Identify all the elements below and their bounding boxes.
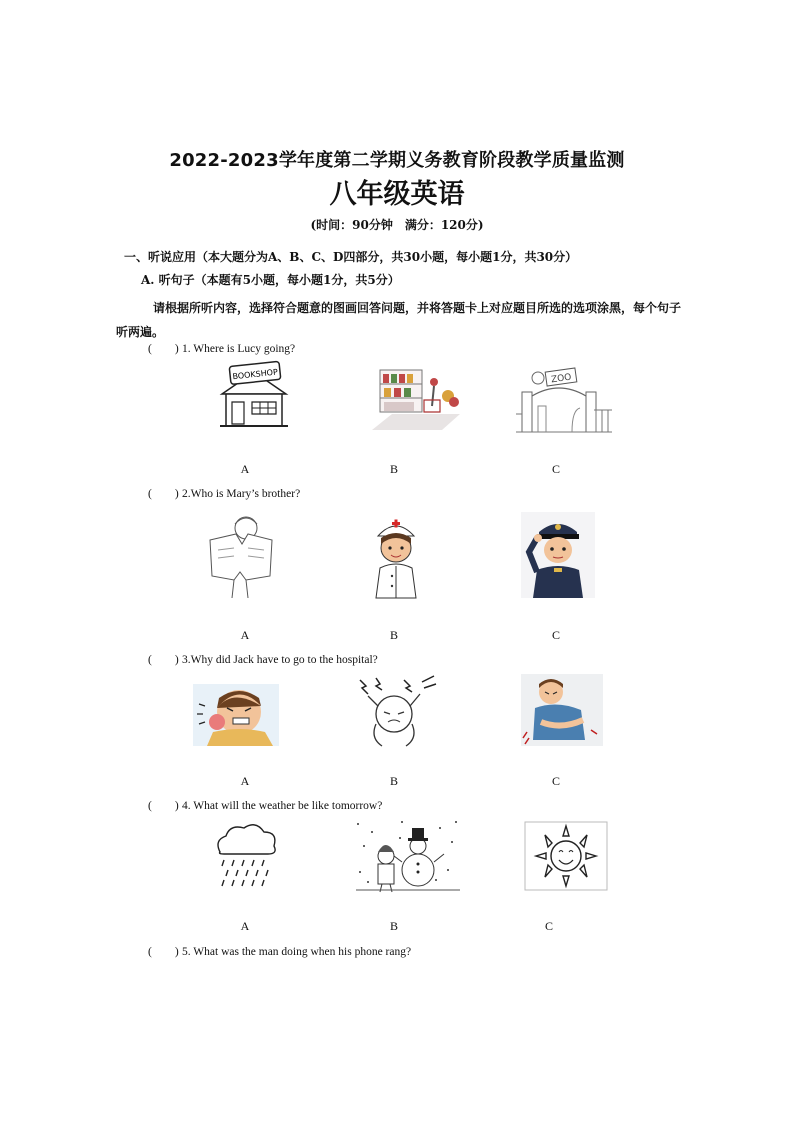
question-text: 5. What was the man doing when his phone rang? [182, 946, 412, 958]
question-text: 2.Who is Mary’s brother? [182, 488, 301, 500]
bookshop-image[interactable] [218, 364, 290, 428]
answer-blank[interactable]: ( ) [148, 654, 179, 666]
answer-blank[interactable]: ( ) [148, 488, 179, 500]
man-reading-newspaper-image[interactable] [208, 512, 274, 598]
question-text: 1. Where is Lucy going? [182, 343, 296, 355]
answer-blank[interactable]: ( ) [148, 800, 179, 812]
option-c-label: C [551, 774, 560, 788]
policeman-image[interactable] [521, 512, 595, 598]
exam-title: 2022-2023学年度第二学期义务教育阶段教学质量监测 [169, 150, 625, 171]
option-b-label: B [389, 462, 398, 476]
option-b-label: B [389, 774, 398, 788]
answer-blank[interactable]: ( ) [148, 343, 179, 355]
option-c-label: C [551, 462, 560, 476]
question-text: 4. What will the weather be like tomorrow? [182, 800, 383, 812]
nurse-image[interactable] [366, 514, 426, 598]
option-c-label: C [551, 628, 560, 642]
option-b-label: B [389, 919, 398, 933]
section-1-heading: 一、听说应用（本大题分为A、B、C、D四部分，共30小题，每小题1分，共30分） [124, 250, 578, 264]
headache-image[interactable] [354, 676, 436, 746]
stomachache-image[interactable] [521, 674, 603, 746]
sun-image[interactable] [525, 822, 607, 890]
question-3 [148, 651, 378, 667]
question-2 [148, 485, 300, 501]
supermarket-image[interactable] [372, 366, 460, 432]
rain-cloud-image[interactable] [212, 822, 282, 886]
exam-time-info: (时间：90分钟 满分：120分) [310, 218, 484, 232]
part-a-heading: A. 听句子（本题有5小题，每小题1分，共5分） [141, 273, 400, 287]
part-a-instruction: 请根据所听内容，选择符合题意的图画回答问题，并将答题卡上对应题目所选的选项涂黑，每个句子听两遍。 [116, 301, 682, 339]
snowman-image[interactable] [352, 816, 464, 894]
zoo-sign: ZOO [550, 372, 573, 386]
question-1 [148, 340, 295, 356]
option-a-label: A [240, 919, 250, 933]
option-c-label: C [544, 919, 553, 933]
toothache-image[interactable] [193, 684, 279, 746]
option-a-label: A [240, 774, 250, 788]
option-a-label: A [240, 462, 250, 476]
question-5 [148, 943, 411, 959]
question-4 [148, 797, 382, 813]
zoo-image[interactable] [516, 366, 612, 434]
question-text: 3.Why did Jack have to go to the hospital? [182, 654, 378, 666]
answer-blank[interactable]: ( ) [148, 946, 179, 958]
option-a-label: A [240, 628, 250, 642]
option-b-label: B [389, 628, 398, 642]
bookshop-sign: BOOKSHOP [232, 367, 279, 382]
exam-subject: 八年级英语 [329, 179, 465, 210]
